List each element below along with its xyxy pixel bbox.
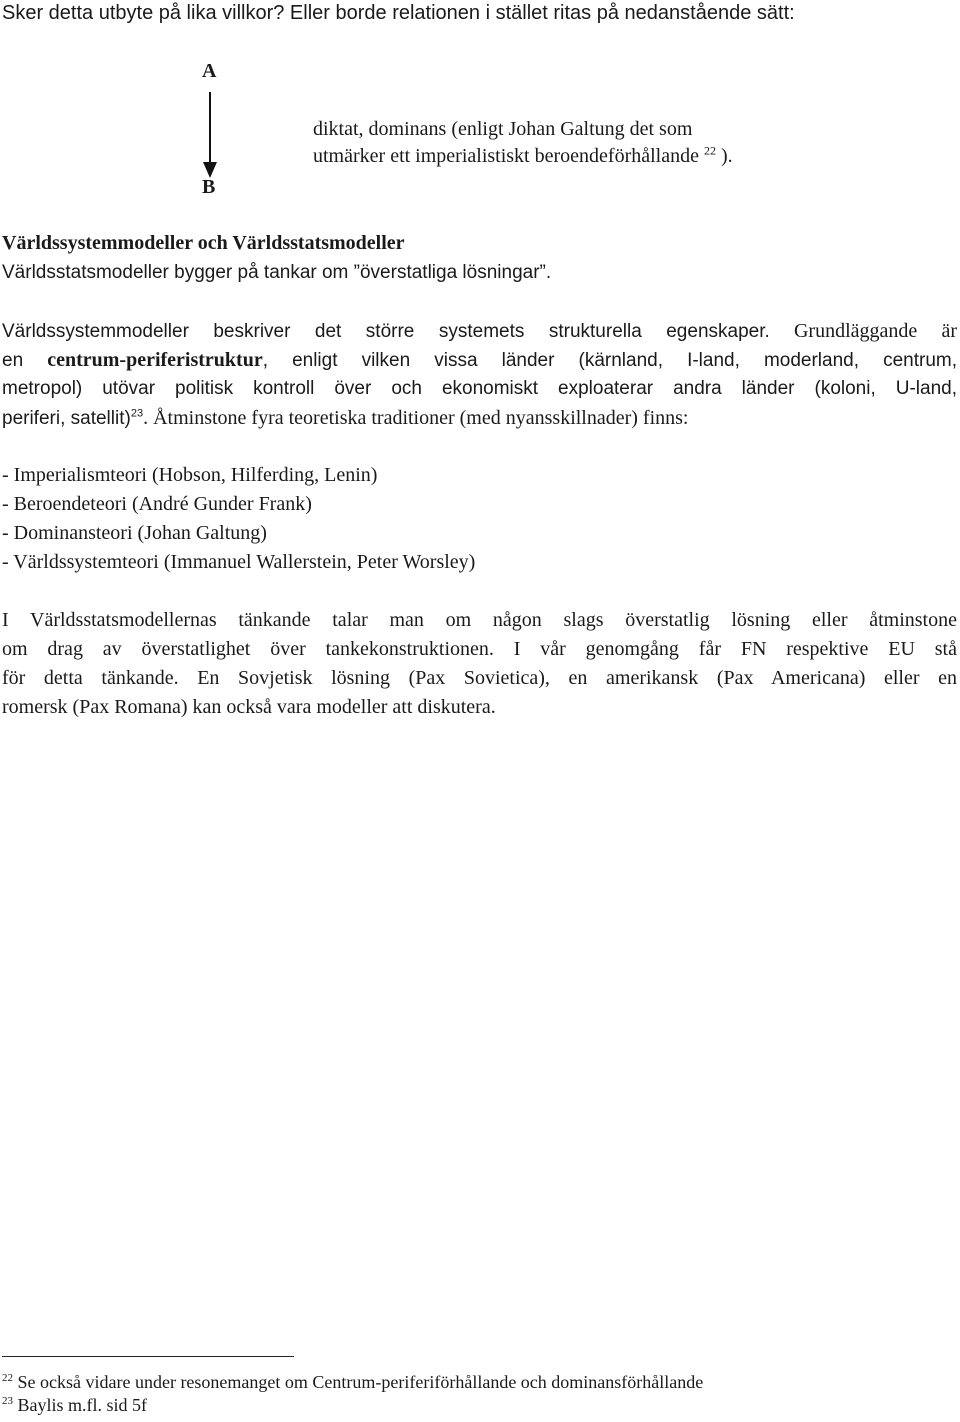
section-heading: Världssystemmodeller och Världsstatsmodeller: [2, 232, 405, 254]
paragraph2-line1: I Världsstatsmodellernas tänkande talar man om någon slags överstatlig lösning eller åtminstone: [2, 609, 957, 631]
paragraph1-line2: en centrum-periferistruktur, enligt vilken vissa länder (kärnland, I-land, moderland, centrum,: [2, 349, 957, 371]
list-item: - Imperialismteori (Hobson, Hilferding, Lenin): [2, 464, 378, 486]
section-subline: Världsstatsmodeller bygger på tankar om ”överstatliga lösningar”.: [2, 262, 552, 283]
paragraph1-line1: Världssystemmodeller beskriver det större systemets strukturella egenskaper. Grundläggande är: [2, 320, 958, 342]
diagram-caption-line1: diktat, dominans (enligt Johan Galtung det som: [313, 118, 693, 140]
footnote-ref-22: 22: [703, 143, 716, 158]
arrow-down-icon: [200, 90, 220, 182]
footnote-divider: [2, 1356, 294, 1357]
diagram-node-a: A: [202, 60, 217, 82]
paragraph1-line3: metropol) utövar politisk kontroll över och ekonomiskt exploaterar andra länder (koloni, U-land,: [2, 378, 957, 399]
paragraph2-line2: om drag av överstatlighet över tankekonstruktionen. I vår genomgång får FN respektive EU stå: [2, 638, 957, 660]
footnote-22: $^{22}$ Se också vidare under resonemanget om Centrum-periferiförhållande och dominansförhållande: [2, 1372, 704, 1392]
paragraph2-line3: för detta tänkande. En Sovjetisk lösning (Pax Sovietica), en amerikansk (Pax Americana) eller en: [2, 667, 957, 689]
paragraph2-line4: romersk (Pax Romana) kan också vara modeller att diskutera.: [2, 696, 496, 718]
footnote-23: $^{23}$ Baylis m.fl. sid 5f: [2, 1395, 147, 1415]
list-item: - Beroendeteori (André Gunder Frank): [2, 493, 312, 515]
diagram-caption-line2: utmärker ett imperialistiskt beroendeförhållande $^{22}$ ).: [313, 143, 733, 167]
paragraph1-line4: periferi, satellit)$^{23}$. Åtminstone fyra teoretiska traditioner (med nyansskillnader) finns:: [2, 407, 689, 429]
intro-question: Sker detta utbyte på lika villkor? Eller borde relationen i stället ritas på nedanstående sätt:: [2, 2, 795, 24]
list-item: - Dominansteori (Johan Galtung): [2, 522, 267, 544]
list-item: - Världssystemteori (Immanuel Wallerstein, Peter Worsley): [2, 551, 476, 573]
diagram-node-b: B: [202, 176, 216, 198]
footnote-ref-23: 23: [130, 407, 144, 420]
